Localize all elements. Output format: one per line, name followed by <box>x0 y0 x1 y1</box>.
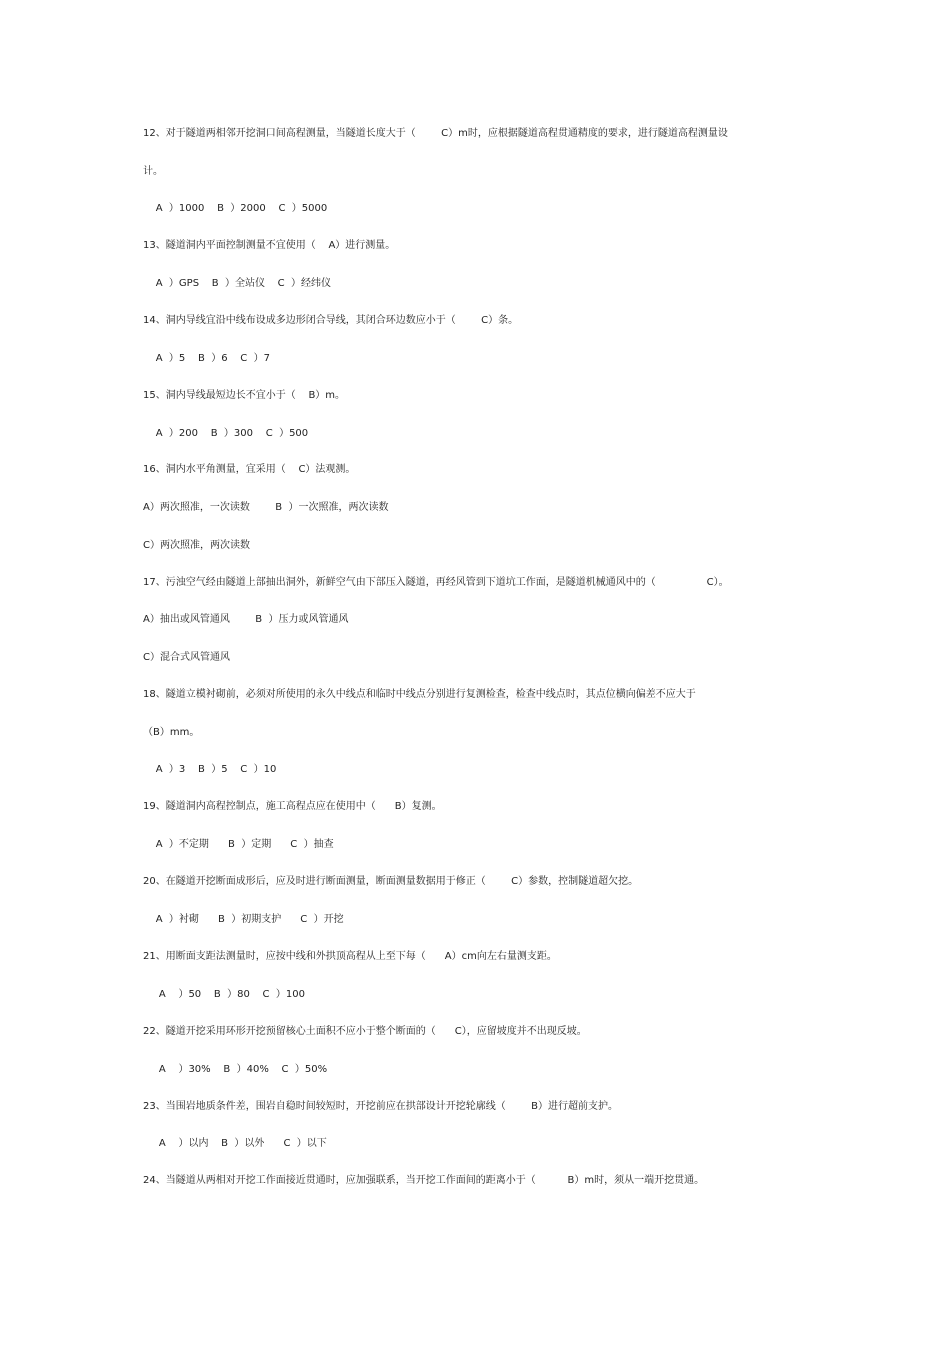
question-22-stem: 22、隧道开挖采用环形开挖预留核心土面积不应小于整个断面的（ C），应留坡度并不出现反坡。 <box>143 1026 587 1037</box>
question-15-options: A ）200 B ）300 C ）500 <box>143 428 309 439</box>
question-15-stem: 15、洞内导线最短边长不宜小于（ B）m。 <box>143 390 346 401</box>
question-16-option-c: C）两次照准，两次读数 <box>143 540 250 551</box>
question-14-options: A ）5 B ）6 C ）7 <box>143 353 270 364</box>
question-21-options: A ）50 B ）80 C ）100 <box>143 989 305 1000</box>
question-18-stem-continued: （B）mm。 <box>143 727 200 738</box>
question-23-stem: 23、当围岩地质条件差，围岩自稳时间较短时，开挖前应在拱部设计开挖轮廓线（ B）进行超前支护。 <box>143 1101 619 1112</box>
question-19-stem: 19、隧道洞内高程控制点，施工高程点应在使用中（ B）复测。 <box>143 801 442 812</box>
question-24-stem: 24、当隧道从两相对开挖工作面接近贯通时，应加强联系，当开挖工作面间的距离小于（ B）m时，须从一端开挖贯通。 <box>143 1175 705 1186</box>
question-17-options-ab: A）抽出或风管通风 B ）压力或风管通风 <box>143 614 349 625</box>
question-21-stem: 21、用断面支距法测量时，应按中线和外拱顶高程从上至下每（ A）cm向左右量测支距。 <box>143 951 557 962</box>
question-12-options: A ）1000 B ）2000 C ）5000 <box>143 203 328 214</box>
question-12-stem-continued: 计。 <box>143 166 163 177</box>
question-13-options: A ）GPS B ）全站仪 C ）经纬仪 <box>143 278 332 289</box>
question-17-stem: 17、污浊空气经由隧道上部抽出洞外，新鲜空气由下部压入隧道，再经风管到下道坑工作面，是隧道机械通风中的（ C）。 <box>143 577 729 588</box>
question-19-options: A ）不定期 B ）定期 C ）抽查 <box>143 839 334 850</box>
question-17-option-c: C）混合式风管通风 <box>143 652 230 663</box>
question-13-stem: 13、隧道洞内平面控制测量不宜使用（ A）进行测量。 <box>143 240 396 251</box>
question-18-options: A ）3 B ）5 C ）10 <box>143 764 277 775</box>
question-16-options-ab: A）两次照准，一次读数 B ）一次照准，两次读数 <box>143 502 389 513</box>
question-23-options: A ）以内 B ）以外 C ）以下 <box>143 1138 327 1149</box>
question-20-options: A ）衬砌 B ）初期支护 C ）开挖 <box>143 914 344 925</box>
question-18-stem: 18、隧道立模衬砌前，必须对所使用的永久中线点和临时中线点分别进行复测检查，检查中线点时，其点位横向偏差不应大于 <box>143 689 696 700</box>
question-22-options: A ）30% B ）40% C ）50% <box>143 1064 328 1075</box>
question-16-stem: 16、洞内水平角测量，宜采用（ C）法观测。 <box>143 464 356 475</box>
question-14-stem: 14、洞内导线宜沿中线布设成多边形闭合导线，其闭合环边数应小于（ C）条。 <box>143 315 519 326</box>
question-20-stem: 20、在隧道开挖断面成形后，应及时进行断面测量，断面测量数据用于修正（ C）参数，控制隧道超欠挖。 <box>143 876 639 887</box>
question-12-stem: 12、对于隧道两相邻开挖洞口间高程测量，当隧道长度大于（ C）m时，应根据隧道高程贯通精度的要求，进行隧道高程测量设 <box>143 128 728 139</box>
